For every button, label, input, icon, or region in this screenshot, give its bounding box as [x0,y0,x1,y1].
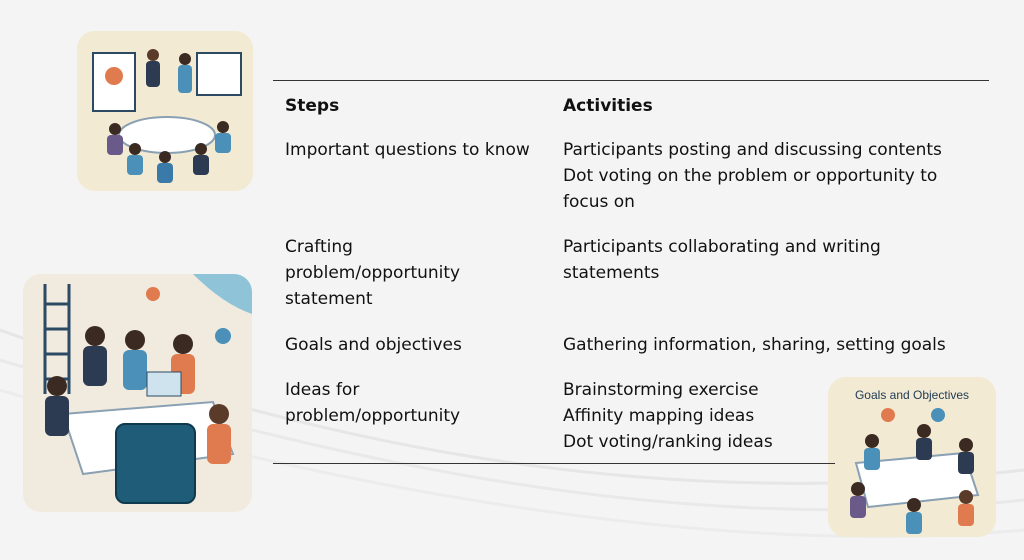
activity-line: Dot voting/ranking ideas [563,432,773,452]
activities-cell [563,234,983,286]
table-top-rule [273,80,989,81]
goals-illustration-caption: Goals and Objectives [854,388,970,402]
activities-cell [563,332,983,358]
activity-line: statements [563,263,660,283]
activity-line: focus on [563,192,635,212]
table-bottom-rule [273,463,835,464]
step-cell: Goals and objectives [285,335,462,355]
meeting-illustration-top [77,31,253,191]
step-cell: Important questions to know [285,140,530,160]
activity-line: Participants posting and discussing contents [563,140,942,160]
activity-line: Brainstorming exercise [563,380,759,400]
placeholder-box [115,423,196,504]
activity-line: Dot voting on the problem or opportunity to [563,166,938,186]
activities-cell [563,377,983,455]
step-cell: Ideas for problem/opportunity [285,380,461,426]
header-activities: Activities [563,96,653,116]
activities-cell [563,137,983,215]
activity-line: Participants collaborating and writing [563,237,881,257]
header-steps: Steps [285,96,340,116]
activity-line: Affinity mapping ideas [563,406,755,426]
step-cell: Crafting problem/opportunity statement [285,237,461,309]
activity-line: Gathering information, sharing, setting goals [563,335,946,355]
